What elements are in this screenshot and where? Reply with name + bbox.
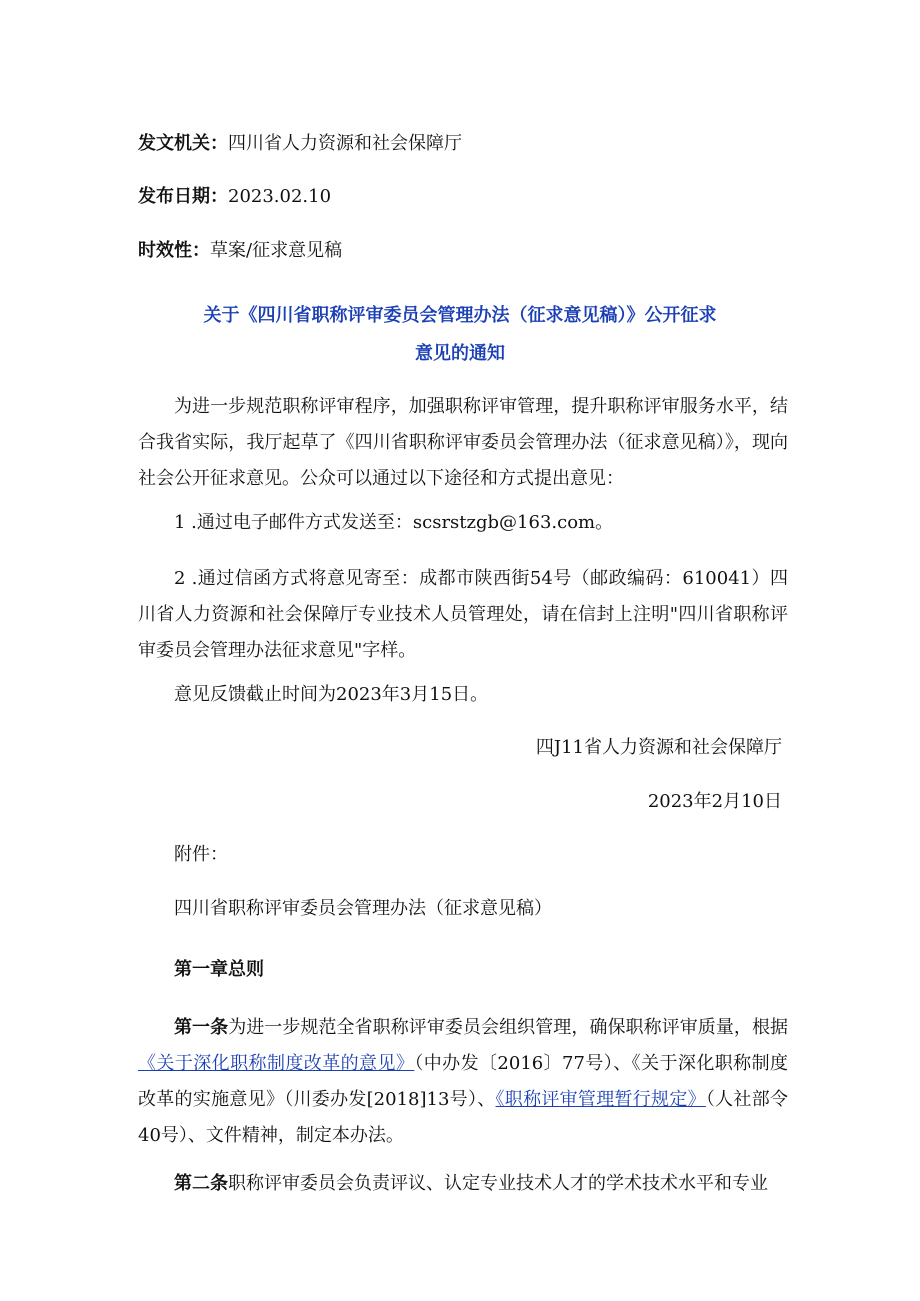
intro-paragraph: 为进一步规范职称评审程序，加强职称评审管理，提升职称评审服务水平，结合我省实际，我厅起草了《四川省职称评审委员会管理办法（征求意见稿）》，现向社会公开征求意见。公众可以通过以下途径和方式提出意见： xyxy=(138,396,788,489)
validity-label: 时效性： xyxy=(138,240,210,261)
notice-title-line1: 关于《四川省职称评审委员会管理办法（征求意见稿）》公开征求 xyxy=(203,305,717,326)
date-value: 2023.02.10 xyxy=(228,186,332,207)
signature-org: 四J11省人力资源和社会保障厅 xyxy=(535,737,782,758)
deadline-text: 意见反馈截止时间为2023年3月15日。 xyxy=(174,684,489,705)
article1-text-b: （中办发〔2016〕77号）、《关于深化职称制度改革的实施意见》（川委办发[2018]13号）、 xyxy=(138,1053,789,1110)
mail-item: 2 .通过信函方式将意见寄至：成都市陕西街54号（邮政编码：610041）四川省人力资源和社会保障厅专业技术人员管理处，请在信封上注明"四川省职称评审委员会管理办法征求意见"字样。 xyxy=(138,568,788,661)
article1-text-a: 为进一步规范全省职称评审委员会组织管理，确保职称评审质量，根据 xyxy=(228,1017,789,1038)
validity-row xyxy=(138,239,342,263)
date-row xyxy=(138,185,331,209)
article1-heading: 第一条 xyxy=(174,1017,229,1038)
policy-link-2[interactable]: 《职称评审管理暂行规定》 xyxy=(495,1089,706,1110)
issuer-value: 四川省人力资源和社会保障厅 xyxy=(228,133,462,154)
article1-text-c: （人社部令40号）、文件精神，制定本办法。 xyxy=(138,1089,788,1146)
chapter-heading: 第一章总则 xyxy=(174,959,264,980)
article2-heading: 第二条 xyxy=(174,1173,228,1194)
date-label: 发布日期： xyxy=(138,186,228,207)
signature-date: 2023年2月10日 xyxy=(647,791,782,812)
article1-paragraph xyxy=(138,1010,788,1154)
article2-paragraph xyxy=(138,1166,788,1202)
validity-value: 草案/征求意见稿 xyxy=(210,240,343,261)
policy-link-1[interactable]: 《关于深化职称制度改革的意见》 xyxy=(138,1053,415,1074)
attachment-name: 四川省职称评审委员会管理办法（征求意见稿） xyxy=(174,898,552,919)
email-item: 1 .通过电子邮件方式发送至：scsrstzgb@163.com。 xyxy=(174,512,614,533)
issuer-label: 发文机关： xyxy=(138,133,228,154)
attachment-label: 附件： xyxy=(174,844,228,865)
article2-text: 职称评审委员会负责评议、认定专业技术人才的学术技术水平和专业 xyxy=(228,1173,768,1194)
notice-title-line2: 意见的通知 xyxy=(415,343,505,364)
issuer-row xyxy=(138,132,462,156)
